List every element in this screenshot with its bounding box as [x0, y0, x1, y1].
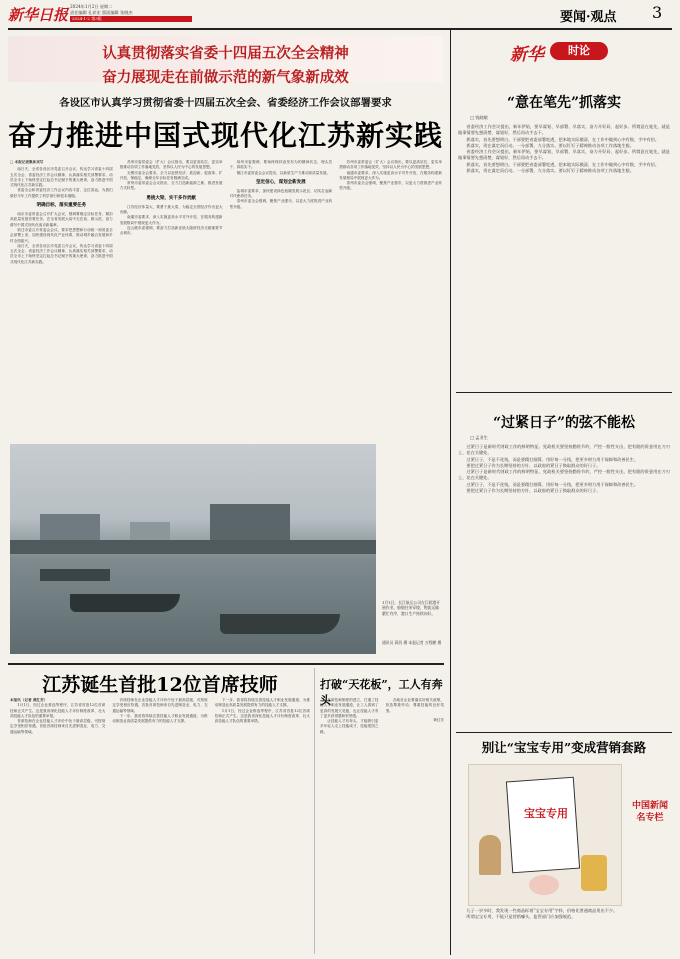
lead-para: 苏州市委常委会（扩大）会议指出，要以更高站位、更实举措推动各项工作落地见效，坚持以人民为中心的发展思想。 [339, 160, 442, 170]
lead-para: 宿迁市委召开常委会会议，要求把思想和行动统一到省委全会部署上来，加快建设现代化产业体系，推动城乡融合发展和乡村全面振兴。 [10, 227, 113, 243]
banner-line-1: 认真贯彻落实省委十四届五次全会精神 [102, 45, 349, 62]
lead-para: 镇江市委常委会会议提出，以新质生产力推动高质量发展。 [236, 170, 331, 175]
right-mid-para: 要把过紧日子作为长期坚持的方针，以政府的紧日子换取群众的好日子。 [466, 462, 601, 468]
bottom-column-2 [112, 698, 207, 954]
lead-subhead-1: 明确目标，落实重要任务 [36, 203, 87, 209]
bottom-right-para: 首席技师制度的建立，打通了技能人才职业发展通道，让工人看到了更高的发展天花板，也让技能人才有了更多获得感和荣誉感。 [320, 698, 379, 718]
lead-para: 盐城市委要求，加快建设绿色低碳发展示范区，切实扛起新时代使命任务。 [229, 188, 333, 199]
masthead-date: 2024年1月2日 星期二 [70, 4, 113, 9]
lead-para: 连云港市委强调，要奋力打造新亚欧大陆桥经济走廊重要节点城市。 [119, 225, 223, 236]
lead-column-2 [120, 160, 223, 442]
masthead-editor: 责任编辑 孔祥宏 版面编辑 张晓杰 [70, 10, 133, 15]
right-top-para: 省委经济工作会议提出，新年伊始，要早谋划、早部署、早落实，奋力开好局、起好步。所谓意在笔先，就是做事情要先想清楚、谋划好，然后再动手去干。 [458, 124, 670, 136]
right-mid-byline: □ 孟亚生 [470, 435, 488, 440]
right-top-para: 抓落实，首先要想明白。干部要把省委部署吃透，把本地实际摸清，在工作中做到心中有数、手中有招。 [466, 161, 660, 167]
lead-subhead-3: 坚定信心，谋划全新发展 [256, 179, 306, 185]
lead-subhead-2: 勇挑大梁，实干多作贡献 [146, 195, 196, 201]
bottom-para: 1月1日，经过企业推选等程序，江苏省首批12位首席技师正式产生。这是我省深化技能人才评价制度改革、壮大高技能人才队伍的重要举措。 [10, 703, 106, 718]
lead-para: 南通市委要求，深入实施更高水平对外开放，在服务构建新发展格局中展现更大作为。 [339, 170, 442, 180]
photo-caption: 1月1日，长江航运公司在江阴港开展作业，船舶往来穿梭，物流运输繁忙有序，港口生产持续向好。 [382, 600, 440, 616]
column-logo: 新华 时论 [510, 40, 620, 66]
right-top-para: 抓落实，贵在谋定而后动。一分部署，九分落实。要以钉钉子精神推动各项工作落地生根。 [466, 142, 634, 148]
bottom-right-column-1 [320, 698, 379, 954]
lead-kicker: 各设区市认真学习贯彻省委十四届五次全会、省委经济工作会议部署要求 [59, 97, 392, 109]
bottom-column-3 [215, 698, 310, 954]
river-port-photo [10, 444, 376, 654]
column-logo-badge: 时论 [550, 42, 608, 60]
lead-para: 江苏经济体量大，要勇于挑大梁，为稳定全国经济作出更大贡献。 [119, 204, 223, 215]
bottom-para: 下一步，我省将持续完善技能人才职业发展通道，为推动制造业高质量发展提供有力的技能人才支撑。 [214, 698, 310, 708]
right-top-para: 抓落实，首先要想明白。干部要把省委部署吃透，把本地实际摸清，在工作中做到心中有数、手中有招。 [466, 136, 660, 142]
bottom-column-1 [10, 698, 105, 954]
cartoon-label: 宝宝专用 [524, 807, 568, 820]
right-mid-headline: “过紧日子”的弦不能松 [492, 415, 636, 431]
page-number: 3 [652, 3, 663, 22]
sidebar-para: 儿子一岁多时，我发现一些商品标着“宝宝专用”字样，价格比普通商品贵出不少。 [466, 908, 618, 913]
right-mid-column [458, 444, 670, 710]
lead-para: 苏州市委常委会（扩大）会议指出，要以更高站位、更实举措推动各项工作落地见效，坚持以人民为中心的发展思想。 [119, 160, 223, 170]
lead-para: 扬州市委强调，要始终保持奋发有为的精神状态，埋头苦干、真抓实干。 [229, 160, 333, 170]
sidebar-para: 所谓宝宝专用，不能只是营销噱头，监管部门应加强规范。 [466, 914, 576, 920]
lead-para: 南通市委要求，深入实施更高水平对外开放，在服务构建新发展格局中展现更大作为。 [119, 215, 223, 225]
banner-line-2: 奋力展现走在前做示范的新气象新成效 [102, 69, 349, 86]
bottom-para: 首席技师在企业技能人才评价中处于最高层级，可按规定享受相应待遇。首批首席技师来自先进制造业、电力、交通运输等领域。 [10, 719, 106, 734]
lead-para: 南日夫，全省各设区市党委召开会议，传达学习省委十四届五次全会、省委经济工作会议精神，认真落实相关部署要求，动员全市上下始终坚定扛起总书记赋予的重大使命，奋力推进中国式现代化江苏新实践。 [10, 167, 113, 188]
lead-para: 泰州市委全会强调，聚焦产业强市，以更大力度推进产业转型升级。 [229, 199, 333, 209]
lead-para: 省委全会和省委经济工作会议内容丰富、定位高远，为我们做好今年工作提供了科学指引和根本遵循。 [10, 188, 113, 198]
bottom-right-column-2 [386, 698, 445, 954]
bottom-para: 1月1日，经过企业推选等程序，江苏省首批12位首席技师正式产生。这是我省深化技能人才评价制度改革、壮大高技能人才队伍的重要举措。 [214, 708, 310, 724]
lead-para: 南京市委常委会召开扩大会议，强调要锚定目标任务，紧扣高质量发展首要任务，在全省发展大局中走在前、做示范，奋力谱写中国式现代化南京新篇章。 [10, 212, 113, 227]
bottom-byline: 本报讯（记者 黄红芳） [10, 698, 48, 702]
section-title: 要闻·观点 [560, 10, 617, 25]
lead-column-3 [230, 160, 333, 442]
lead-column-1 [10, 160, 113, 442]
sidebar-column [458, 908, 670, 956]
bottom-right-para: 各地各企业要落实好相关政策，营造尊重劳动、尊重技能的良好氛围。 [385, 698, 444, 713]
bottom-right-para: 让技能人才有奔头，才能吸引更多年轻人走上技能成才、技能报国之路。 [320, 719, 379, 734]
lead-byline: □ 本报记者集体采写 [10, 160, 44, 164]
right-top-para: 省委经济工作会议提出，新年伊始，要早谋划、早部署、早落实，奋力开好局、起好步。所谓意在笔先，就是做事情要先想清楚、谋划好，然后再动手去干。 [458, 149, 670, 161]
right-mid-para: 过紧日子是新时代财政工作的鲜明特征。党政机关要坚持勤俭节约，严控一般性支出，把有限的资金用在刀刃上、花在关键处。 [458, 469, 670, 481]
sidebar-cartoon [468, 764, 622, 906]
lead-para: 常州市委常委会会议指出，全力打造新能源之都，推进发展方式转型。 [119, 181, 223, 191]
top-banner [8, 36, 443, 86]
lead-column-4 [339, 160, 442, 442]
right-top-headline: “意在笔先”抓落实 [506, 95, 622, 111]
bottom-para: 下一步，我省将持续完善技能人才职业发展通道，为推动制造业高质量发展提供有力的技能人才支撑。 [112, 713, 208, 724]
right-mid-para: 过紧日子，不是不花钱，而是要精打细算、用好每一分钱，把更多财力用于保障和改善民生。 [466, 481, 639, 487]
lead-para: 无锡市委全会要求，全力以赴拼经济、抓创新、促改革、扩开放、保稳定，确保全年目标任务圆满完成。 [119, 170, 223, 180]
bottom-headline: 江苏诞生首批12位首席技师 [42, 674, 278, 696]
photo-credit: 通讯员 蒋西 摄 本报记者 万程鹏 摄 [382, 640, 442, 645]
sidebar-headline: 别让“宝宝专用”变成营销套路 [481, 740, 647, 755]
masthead-logo: 新华日报 [8, 6, 69, 24]
bottom-right-author: 黄红芳 [433, 717, 444, 722]
right-top-para: 抓落实，贵在谋定而后动。一分部署，九分落实。要以钉钉子精神推动各项工作落地生根。 [466, 168, 634, 174]
edition-tag: 2024-1-2 第3版 [70, 16, 192, 22]
right-mid-para: 过紧日子，不是不花钱，而是要精打细算、用好每一分钱，把更多财力用于保障和改善民生。 [466, 456, 639, 462]
right-mid-para: 过紧日子是新时代财政工作的鲜明特征。党政机关要坚持勤俭节约，严控一般性支出，把有限的资金用在刀刃上、花在关键处。 [458, 444, 670, 456]
right-mid-para: 要把过紧日子作为长期坚持的方针，以政府的紧日子换取群众的好日子。 [466, 488, 601, 494]
lead-para: 泰州市委全会强调，聚焦产业强市，以更大力度推进产业转型升级。 [339, 181, 442, 191]
right-top-byline: □ 钱晓敏 [470, 115, 488, 120]
lead-headline: 奋力推进中国式现代化江苏新实践 [8, 119, 444, 152]
sidebar-brand: 中国新闻名专栏 [631, 801, 668, 823]
bottom-para: 首席技师在企业技能人才评价中处于最高层级，可按规定享受相应待遇。首批首席技师来自先进制造业、电力、交通运输等领域。 [112, 698, 208, 713]
right-top-column [458, 124, 670, 390]
lead-para: 南日夫，全省各设区市党委召开会议，传达学习省委十四届五次全会、省委经济工作会议精神，认真落实相关部署要求，动员全市上下始终坚定扛起总书记赋予的重大使命，奋力推进中国式现代化江苏新实践。 [10, 243, 113, 264]
bottom-right-headline: 打破“天花板”，工人有奔头 [320, 678, 443, 707]
